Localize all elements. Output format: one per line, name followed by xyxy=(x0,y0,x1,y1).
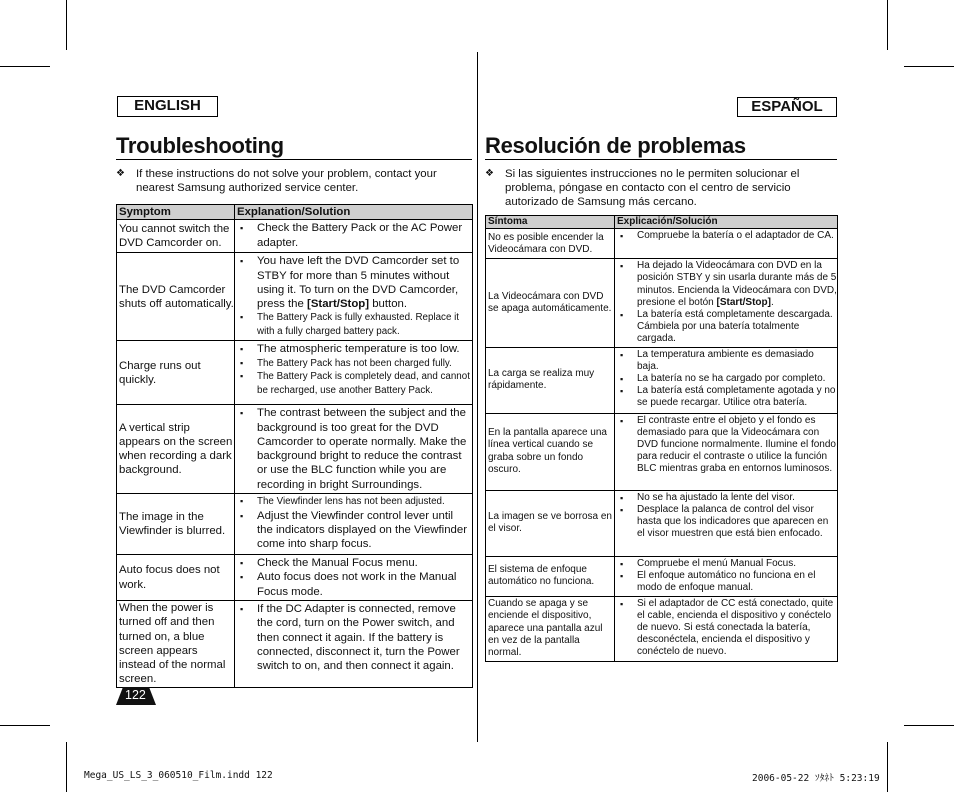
title-rule-espanol xyxy=(485,159,837,160)
symptom-cell: The DVD Camcorder shuts off automatically. xyxy=(117,253,235,341)
troubleshooting-table-espanol xyxy=(485,215,838,662)
symptom-cell: La carga se realiza muy rápidamente. xyxy=(486,347,615,413)
solution-item xyxy=(617,385,837,409)
symptom-cell: Auto focus does not work. xyxy=(117,555,235,601)
table-row xyxy=(117,220,473,253)
solution-cell xyxy=(235,494,473,555)
symptom-cell: El sistema de enfoque automático no funciona. xyxy=(486,556,615,596)
header-symptom: Symptom xyxy=(117,205,235,220)
solution-item xyxy=(617,492,837,504)
solution-text: El contraste entre el objeto y el fondo es demasiado para que la Videocámara con DVD funcione normalmente. Ilumine el fondo para reducir el contraste o utilice la función BLC mientras graba en entornos luminosos. xyxy=(637,414,836,475)
crop-mark xyxy=(904,725,954,726)
solution-text-after: . xyxy=(770,296,774,308)
solution-list xyxy=(237,253,472,339)
symptom-cell: A vertical strip appears on the screen when recording a dark background. xyxy=(117,405,235,494)
table-header-row xyxy=(486,216,838,229)
header-solution: Explanation/Solution xyxy=(235,205,473,220)
solution-list xyxy=(617,557,837,596)
solution-list xyxy=(617,597,837,660)
table-row xyxy=(117,555,473,601)
footer-file: Mega_US_LS_3_060510_Film.indd 122 xyxy=(84,770,273,781)
solution-item xyxy=(617,570,837,594)
solution-item xyxy=(237,406,472,492)
crop-mark xyxy=(0,66,50,67)
solution-cell xyxy=(615,229,838,259)
language-label-english: ENGLISH xyxy=(117,96,218,117)
solution-list xyxy=(237,405,472,493)
footer-date: 2006-05-22 ｿﾀﾈﾄ 5:23:19 xyxy=(752,773,880,784)
solution-item xyxy=(237,556,472,570)
table-header-row xyxy=(117,205,473,220)
solution-text: La batería está completamente descargada. Cámbiela por una batería totalmente cargada. xyxy=(637,309,833,345)
table-row xyxy=(486,556,838,596)
table-row xyxy=(117,405,473,494)
solution-list xyxy=(617,348,837,411)
solution-text: Desplace la palanca de control del visor hasta que los indicadores que aparecen en el visor muestren que está bien enfocado. xyxy=(637,503,829,540)
page-title-espanol: Resolución de problemas xyxy=(485,133,746,158)
solution-cell xyxy=(615,596,838,661)
symptom-cell: Cuando se apaga y se enciende el dispositivo, aparece una pantalla azul en vez de la pantalla normal. xyxy=(486,596,615,661)
table-row xyxy=(486,259,838,347)
language-label-espanol: ESPAÑOL xyxy=(737,97,837,117)
column-divider xyxy=(477,52,478,742)
symptom-cell: La imagen se ve borrosa en el visor. xyxy=(486,490,615,556)
solution-list xyxy=(617,229,837,243)
solution-item xyxy=(617,558,837,570)
table-row xyxy=(486,490,838,556)
solution-cell xyxy=(235,341,473,405)
solution-list xyxy=(617,259,837,346)
intro-text: Si las siguientes instrucciones no le permiten solucionar el problema, póngase en contacto con el centro de servicio autorizado de Samsung más cercano. xyxy=(505,168,800,208)
solution-text: If the DC Adapter is connected, remove the cord, turn on the Power switch, and then connect it again. If the battery is connected, disconnect it, turn the Power switch to on, and then connect it again. xyxy=(257,602,460,673)
solution-text: The Battery Pack is completely dead, and cannot be recharged, use another Battery Pack. xyxy=(257,371,470,396)
solution-text: Auto focus does not work in the Manual Focus mode. xyxy=(257,571,457,598)
solution-item xyxy=(617,309,837,346)
solution-list xyxy=(237,341,472,398)
page-number-text: 122 xyxy=(125,688,146,702)
solution-list xyxy=(237,220,472,251)
table-row xyxy=(486,413,838,490)
symptom-cell: The image in the Viewfinder is blurred. xyxy=(117,494,235,555)
solution-item xyxy=(237,357,472,371)
solution-cell xyxy=(615,490,838,556)
solution-item xyxy=(237,254,472,311)
table-row xyxy=(486,229,838,259)
crop-mark xyxy=(66,0,67,50)
solution-item xyxy=(237,370,472,397)
solution-cell xyxy=(615,556,838,596)
solution-text: La batería no se ha cargado por completo. xyxy=(637,373,826,385)
solution-cell xyxy=(235,600,473,687)
table-row xyxy=(117,600,473,687)
solution-item xyxy=(617,598,837,659)
solution-text: Check the Battery Pack or the AC Power adapter. xyxy=(257,222,463,249)
solution-item xyxy=(617,504,837,541)
solution-item xyxy=(237,311,472,338)
solution-cell xyxy=(615,413,838,490)
solution-cell xyxy=(235,220,473,253)
solution-list xyxy=(237,494,472,552)
solution-list xyxy=(237,601,472,674)
solution-text: Compruebe la batería o el adaptador de CA. xyxy=(637,230,834,242)
page-title-english: Troubleshooting xyxy=(116,133,284,158)
symptom-cell: La Videocámara con DVD se apaga automáticamente. xyxy=(486,259,615,347)
solution-text: The Battery Pack has not been charged fully. xyxy=(257,357,452,369)
crop-mark xyxy=(887,0,888,50)
solution-list xyxy=(237,555,472,600)
table-row xyxy=(486,596,838,661)
solution-text: No se ha ajustado la lente del visor. xyxy=(637,491,795,503)
solution-item xyxy=(617,415,837,476)
solution-list xyxy=(617,491,837,542)
button-reference: [Start/Stop] xyxy=(307,298,370,311)
solution-text: Compruebe el menú Manual Focus. xyxy=(637,557,796,569)
solution-text: El enfoque automático no funciona en el modo de enfoque manual. xyxy=(637,569,816,594)
solution-cell xyxy=(235,253,473,341)
solution-item xyxy=(237,602,472,673)
solution-text: The contrast between the subject and the background is too great for the DVD Camcorder to operate normally. Make the background bright to reduce the contrast or use the BLC function while you are recording in bright Surroundings. xyxy=(257,407,467,491)
crop-mark xyxy=(66,742,67,792)
solution-cell xyxy=(615,259,838,347)
solution-text-after: button. xyxy=(369,298,408,311)
header-solucion: Explicación/Solución xyxy=(615,216,838,229)
solution-item xyxy=(617,349,837,373)
solution-text: Ha dejado la Videocámara con DVD en la posición STBY y sin usarla durante más de 5 minutos. Encienda la Videocámara con DVD, presione el botón xyxy=(637,260,837,308)
title-rule-english xyxy=(116,159,472,160)
table-row xyxy=(117,253,473,341)
solution-item xyxy=(237,570,472,599)
symptom-cell: En la pantalla aparece una línea vertical cuando se graba sobre un fondo oscuro. xyxy=(486,413,615,490)
crop-mark xyxy=(887,742,888,792)
solution-text: Check the Manual Focus menu. xyxy=(257,557,418,570)
solution-item xyxy=(617,230,837,242)
solution-cell xyxy=(235,555,473,601)
page-number xyxy=(116,686,156,706)
solution-text: The Battery Pack is fully exhausted. Replace it with a fully charged battery pack. xyxy=(257,312,460,338)
symptom-cell: You cannot switch the DVD Camcorder on. xyxy=(117,220,235,253)
solution-cell xyxy=(235,405,473,494)
solution-item xyxy=(617,373,837,385)
solution-text: Si el adaptador de CC está conectado, quite el cable, encienda el dispositivo y conéctelo de nuevo. Si está conectada la batería, desconéctela, encienda el dispositivo y conéctelo de nuevo. xyxy=(637,597,834,658)
button-reference: [Start/Stop] xyxy=(716,296,771,308)
table-row xyxy=(117,341,473,405)
solution-item xyxy=(617,260,837,309)
symptom-cell: No es posible encender la Videocámara con DVD. xyxy=(486,229,615,259)
solution-text: La temperatura ambiente es demasiado baja. xyxy=(637,348,814,372)
solution-text: The Viewfinder lens has not been adjusted. xyxy=(257,496,445,508)
header-sintoma: Síntoma xyxy=(486,216,615,229)
crop-mark xyxy=(0,725,50,726)
solution-cell xyxy=(615,347,838,413)
symptom-cell: Charge runs out quickly. xyxy=(117,341,235,405)
solution-text: La batería está completamente agotada y no se puede recargar. Utilice otra batería. xyxy=(637,385,836,409)
crop-mark xyxy=(904,66,954,67)
table-row xyxy=(117,494,473,555)
diamond-bullet-icon: ❖ xyxy=(116,168,125,179)
solution-item xyxy=(237,509,472,552)
table-row xyxy=(486,347,838,413)
intro-text: If these instructions do not solve your problem, contact your nearest Samsung authorized service center. xyxy=(136,168,437,194)
solution-text: The atmospheric temperature is too low. xyxy=(257,343,460,356)
solution-item xyxy=(237,221,472,250)
solution-text: Adjust the Viewfinder control lever until the indicators displayed on the Viewfinder come into sharp focus. xyxy=(257,509,468,551)
solution-item xyxy=(237,342,472,356)
solution-list xyxy=(617,414,837,477)
solution-text: You have left the DVD Camcorder set to STBY for more than 5 minutes without using it. To turn on the DVD Camcorder, press the xyxy=(257,255,460,311)
solution-item xyxy=(237,495,472,509)
diamond-bullet-icon: ❖ xyxy=(485,168,494,179)
troubleshooting-table-english xyxy=(116,204,473,688)
symptom-cell: When the power is turned off and then turned on, a blue screen appears instead of the normal screen. xyxy=(117,600,235,687)
